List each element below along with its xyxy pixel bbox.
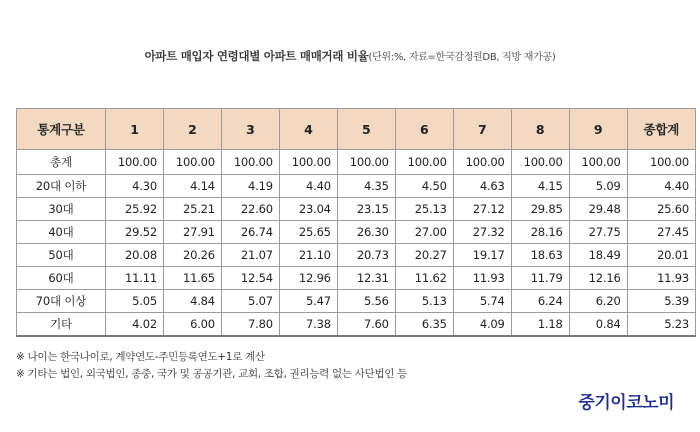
table-cell: 5.74 <box>453 290 511 313</box>
table-cell: 29.85 <box>511 198 569 221</box>
table-cell: 100.00 <box>627 150 695 175</box>
table-cell: 20.27 <box>395 244 453 267</box>
table-cell: 4.14 <box>163 175 221 198</box>
table-row <box>17 221 696 244</box>
table-cell: 11.11 <box>106 267 164 290</box>
table-row <box>17 313 696 337</box>
table-cell: 25.65 <box>279 221 337 244</box>
table-cell: 4.19 <box>221 175 279 198</box>
table-cell: 100.00 <box>569 150 627 175</box>
table-cell: 27.32 <box>453 221 511 244</box>
table-row <box>17 244 696 267</box>
table-row <box>17 175 696 198</box>
column-header: 종합계 <box>627 109 695 150</box>
table-cell: 4.09 <box>453 313 511 337</box>
table-cell: 20.73 <box>337 244 395 267</box>
table-cell: 25.92 <box>106 198 164 221</box>
table-cell: 1.18 <box>511 313 569 337</box>
footnotes <box>16 349 407 383</box>
table-cell: 5.23 <box>627 313 695 337</box>
table-cell: 4.84 <box>163 290 221 313</box>
table-cell: 25.60 <box>627 198 695 221</box>
table-cell: 29.52 <box>106 221 164 244</box>
column-header: 5 <box>337 109 395 150</box>
table-cell: 4.63 <box>453 175 511 198</box>
table-cell: 23.04 <box>279 198 337 221</box>
table-cell: 6.20 <box>569 290 627 313</box>
table-cell: 20.26 <box>163 244 221 267</box>
table-cell: 5.13 <box>395 290 453 313</box>
title-main: 아파트 매입자 연령대별 아파트 매매거래 비율 <box>144 49 369 63</box>
table-cell: 5.09 <box>569 175 627 198</box>
table-cell: 27.12 <box>453 198 511 221</box>
table-cell: 4.15 <box>511 175 569 198</box>
table-cell: 12.16 <box>569 267 627 290</box>
table-cell: 12.96 <box>279 267 337 290</box>
title-source: (단위:%, 자료=한국감정원DB, 직방 재가공) <box>368 52 556 63</box>
data-table <box>16 108 696 337</box>
table-cell: 7.38 <box>279 313 337 337</box>
table-body <box>17 150 696 337</box>
table-cell: 27.45 <box>627 221 695 244</box>
table-cell: 11.93 <box>627 267 695 290</box>
table-cell: 6.35 <box>395 313 453 337</box>
table-cell: 100.00 <box>163 150 221 175</box>
table-cell: 29.48 <box>569 198 627 221</box>
column-header: 9 <box>569 109 627 150</box>
table-row <box>17 198 696 221</box>
row-label: 총계 <box>17 150 106 175</box>
table-cell: 5.47 <box>279 290 337 313</box>
column-header: 8 <box>511 109 569 150</box>
column-header: 7 <box>453 109 511 150</box>
row-label: 60대 <box>17 267 106 290</box>
table-cell: 12.54 <box>221 267 279 290</box>
table-cell: 4.30 <box>106 175 164 198</box>
table-cell: 100.00 <box>511 150 569 175</box>
table-cell: 4.35 <box>337 175 395 198</box>
row-label: 20대 이하 <box>17 175 106 198</box>
table-cell: 25.21 <box>163 198 221 221</box>
table-cell: 4.40 <box>627 175 695 198</box>
table-cell: 100.00 <box>453 150 511 175</box>
table-cell: 100.00 <box>337 150 395 175</box>
table-cell: 23.15 <box>337 198 395 221</box>
table-row <box>17 150 696 175</box>
table-cell: 27.00 <box>395 221 453 244</box>
table-cell: 21.10 <box>279 244 337 267</box>
column-header: 4 <box>279 109 337 150</box>
table-row <box>17 267 696 290</box>
table-cell: 21.07 <box>221 244 279 267</box>
table-cell: 26.74 <box>221 221 279 244</box>
row-label: 40대 <box>17 221 106 244</box>
table-cell: 20.01 <box>627 244 695 267</box>
table-cell: 100.00 <box>106 150 164 175</box>
column-header: 1 <box>106 109 164 150</box>
table-title <box>0 48 700 64</box>
table-cell: 11.79 <box>511 267 569 290</box>
table-cell: 22.60 <box>221 198 279 221</box>
table-cell: 100.00 <box>279 150 337 175</box>
table-cell: 5.56 <box>337 290 395 313</box>
header-row <box>17 109 696 150</box>
table-cell: 4.02 <box>106 313 164 337</box>
table-cell: 26.30 <box>337 221 395 244</box>
row-label: 70대 이상 <box>17 290 106 313</box>
table-cell: 11.65 <box>163 267 221 290</box>
table-cell: 100.00 <box>395 150 453 175</box>
table-cell: 18.63 <box>511 244 569 267</box>
table-cell: 27.91 <box>163 221 221 244</box>
table-cell: 19.17 <box>453 244 511 267</box>
footnote-other: ※ 기타는 법인, 외국법인, 종중, 국가 및 공공기관, 교회, 조합, 권리능력 없는 사단법인 등 <box>16 368 408 380</box>
table-cell: 4.50 <box>395 175 453 198</box>
row-label: 50대 <box>17 244 106 267</box>
row-label: 기타 <box>17 313 106 337</box>
table-row <box>17 290 696 313</box>
brand-logo: 중기이코노미 <box>578 393 674 413</box>
table-cell: 11.62 <box>395 267 453 290</box>
table-cell: 28.16 <box>511 221 569 244</box>
table-cell: 6.24 <box>511 290 569 313</box>
column-header: 3 <box>221 109 279 150</box>
table-cell: 100.00 <box>221 150 279 175</box>
table-cell: 5.05 <box>106 290 164 313</box>
table-cell: 7.60 <box>337 313 395 337</box>
table-cell: 7.80 <box>221 313 279 337</box>
column-header: 통계구분 <box>17 109 106 150</box>
table-cell: 25.13 <box>395 198 453 221</box>
table-cell: 6.00 <box>163 313 221 337</box>
table-cell: 18.49 <box>569 244 627 267</box>
table-cell: 11.93 <box>453 267 511 290</box>
footnote-age: ※ 나이는 한국나이로, 계약연도-주민등록연도+1로 계산 <box>16 351 265 363</box>
table-cell: 5.07 <box>221 290 279 313</box>
table-cell: 5.39 <box>627 290 695 313</box>
table-cell: 0.84 <box>569 313 627 337</box>
table-cell: 20.08 <box>106 244 164 267</box>
column-header: 6 <box>395 109 453 150</box>
row-label: 30대 <box>17 198 106 221</box>
table-header <box>17 109 696 150</box>
column-header: 2 <box>163 109 221 150</box>
table-cell: 4.40 <box>279 175 337 198</box>
table-cell: 27.75 <box>569 221 627 244</box>
table-cell: 12.31 <box>337 267 395 290</box>
